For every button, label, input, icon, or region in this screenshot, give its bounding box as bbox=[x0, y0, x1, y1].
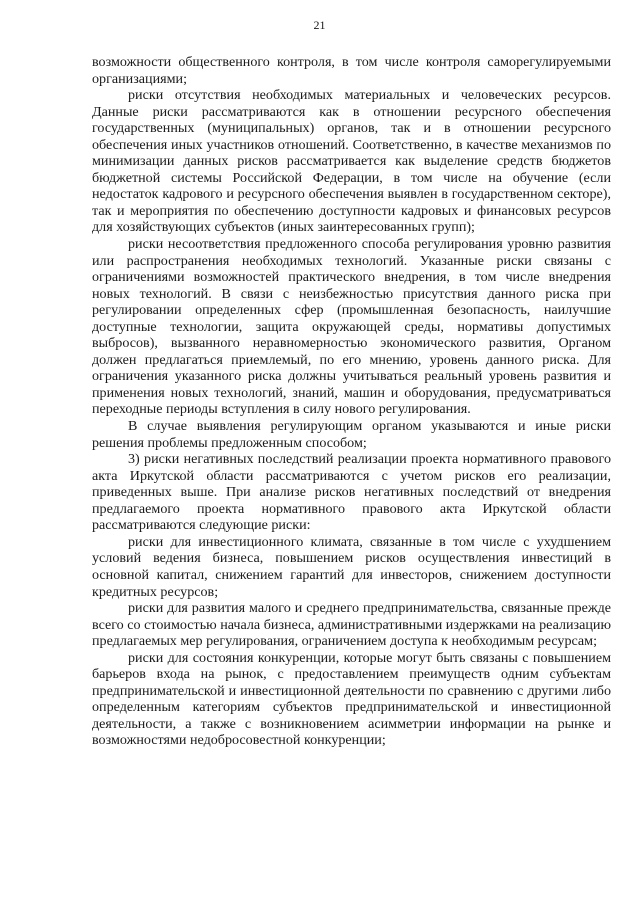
paragraph-investment-climate-risks: риски для инвестиционного климата, связанные в том числе с ухудшением условий ведения бизнеса, повышением рисков осуществления инвестиций в основной капитал, снижением гарантий для инвесторов, снижением доступности кредитных ресурсов; bbox=[92, 533, 611, 600]
paragraph-negative-consequences: 3) риски негативных последствий реализации проекта нормативного правового акта Иркутской области рассматриваются с учетом рисков его реализации, приведенных выше. При анализе рисков негативных последствий от внедрения предлагаемого проекта нормативного правового акта Иркутской области рассматриваются следующие риски: bbox=[92, 451, 611, 534]
paragraph-technology-risks: риски несоответствия предложенного способа регулирования уровню развития или распространения необходимых технологий. Указанные риски связаны с ограничениями возможностей практического внедрения, в том числе внедрения новых технологий. В связи с неизбежностью присутствия данного риска при регулировании определенных сфер (промышленная безопасность, наилучшие доступные технологии, защита окружающей среды, нормативы допустимых выбросов), вызванного неравномерностью экономического развития, Органом должен предлагаться приемлемый, по его мнению, уровень данного риска. Для ограничения указанного риска должны учитываться реальный уровень развития и применения новых технологий, знаний, машин и оборудования, предусматриваться переходные периоды вступления в силу нового регулирования. bbox=[92, 236, 611, 418]
page-number: 21 bbox=[313, 18, 326, 32]
paragraph-competition-risks: риски для состояния конкуренции, которые могут быть связаны с повышением барьеров входа на рынок, с предоставлением преимуществ одним субъектам предпринимательской и инвестиционной деятельности по сравнению с другими либо определенным категориям субъектов предпринимательской и инвестиционной деятельности, а также с возникновением асимметрии информации на рынке и возможностями недобросовестной конкуренции; bbox=[92, 649, 611, 749]
paragraph-other-risks: В случае выявления регулирующим органом указываются и иные риски решения проблемы предложенным способом; bbox=[92, 418, 611, 451]
paragraph-public-control-continuation: возможности общественного контроля, в том числе контроля саморегулируемыми организациями; bbox=[92, 54, 611, 87]
document-body bbox=[92, 54, 611, 749]
paragraph-resource-risks: риски отсутствия необходимых материальных и человеческих ресурсов. Данные риски рассматриваются как в отношении ресурсного обеспечения государственных (муниципальных) органов, так и в отношении ресурсного обеспечения иных участников отношений. Соответственно, в качестве механизмов по минимизации данных рисков рассматривается как выделение средств бюджетов бюджетной системы Российской Федерации, в том числе на обучение (если недостаток кадрового и ресурсного обеспечения выявлен в государственном секторе), так и мероприятия по обеспечению доступности кадровых и финансовых ресурсов для хозяйствующих субъектов (иных заинтересованных групп); bbox=[92, 87, 611, 236]
paragraph-small-business-risks: риски для развития малого и среднего предпринимательства, связанные прежде всего со стоимостью начала бизнеса, административными издержками на реализацию предлагаемых мер регулирования, ограничением доступа к необходимым ресурсам; bbox=[92, 600, 611, 650]
